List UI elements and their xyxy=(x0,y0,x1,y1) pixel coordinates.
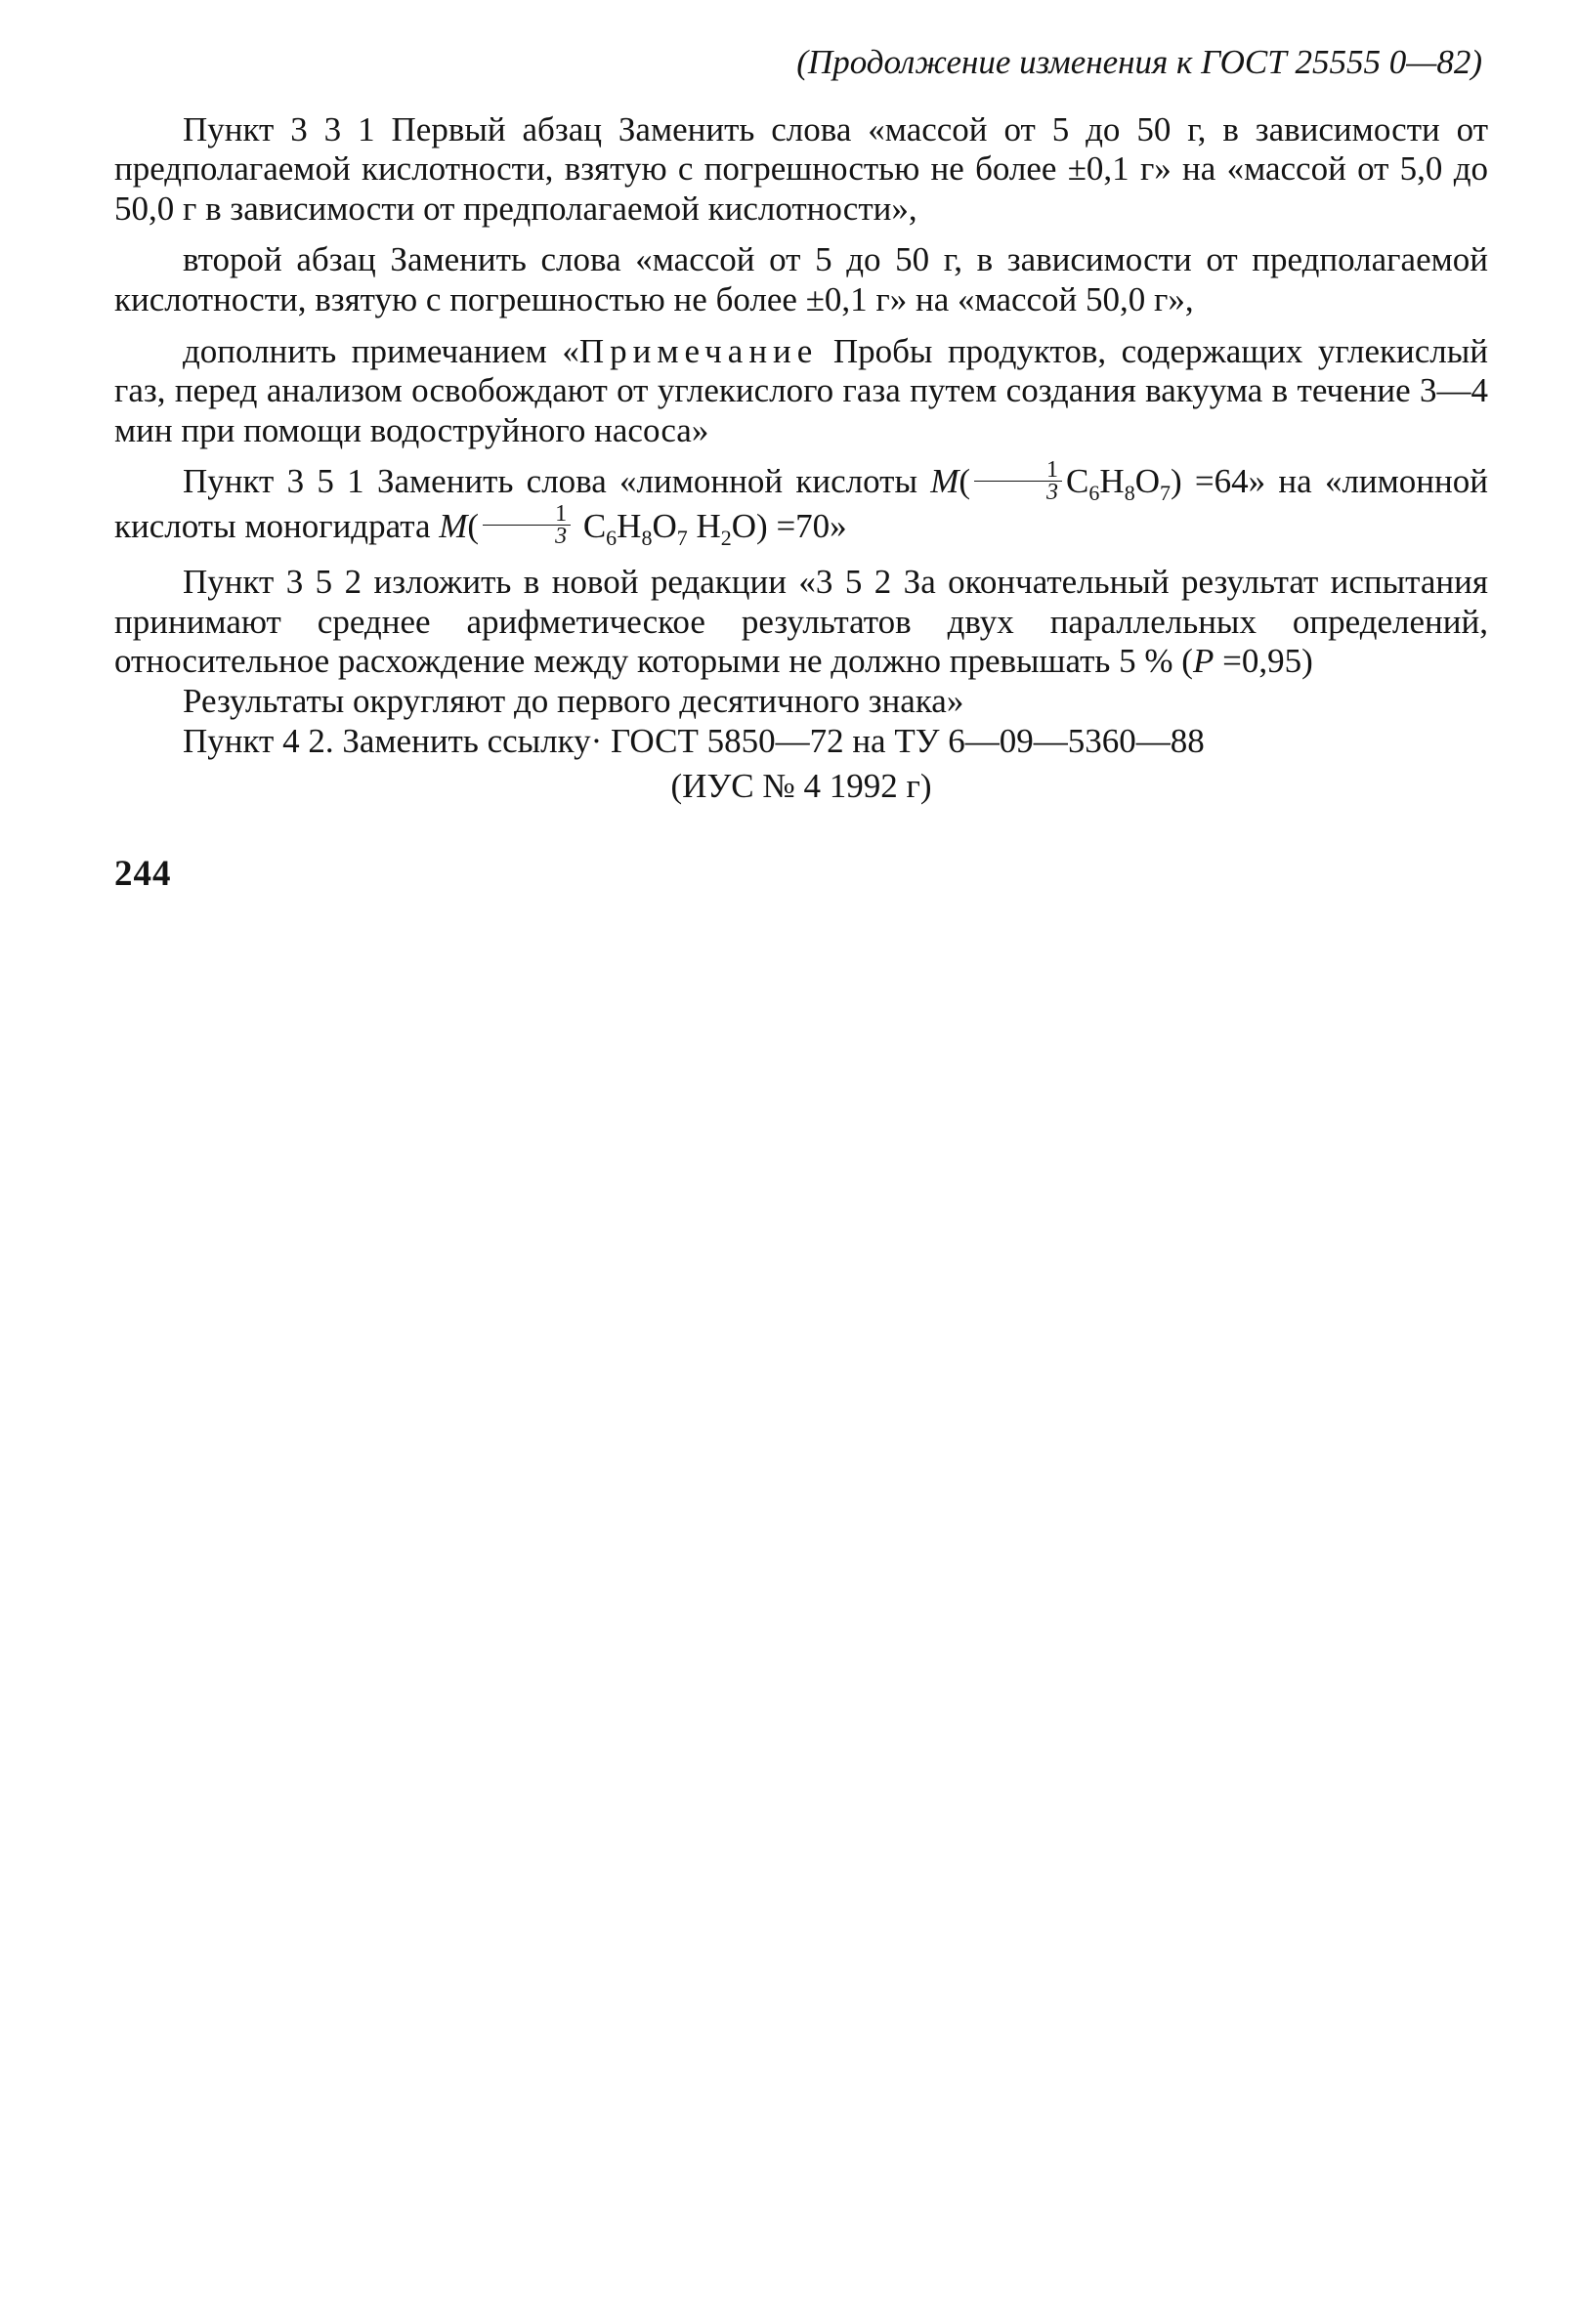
fraction-numerator: 1 xyxy=(483,503,571,526)
document-body xyxy=(114,43,1488,807)
probability-symbol: P xyxy=(1192,642,1215,681)
page-number: 244 xyxy=(114,854,172,894)
open-paren-2: ( xyxy=(467,506,480,545)
fraction-denominator: 3 xyxy=(555,524,568,550)
p352-end: =0,95) xyxy=(1214,642,1313,681)
paragraph-331-second: второй абзац Заменить слова «массой от 5 до 50 г, в зависимости от предполагаемой кислотности, взятую с погрешностью не более ±0,1 г» на «массой 50,0 г», xyxy=(114,240,1488,318)
paragraph-351 xyxy=(114,456,1488,551)
open-paren-1: ( xyxy=(959,462,971,501)
molar-mass-symbol-2: M xyxy=(439,506,468,545)
formula-2: $C_6H_8O_7$ $H_2O) =70$» xyxy=(575,506,847,550)
fraction-numerator: 1 xyxy=(974,459,1062,482)
formula-1: $C_6H_8O_7$ xyxy=(1066,462,1171,506)
paragraph-331-first: Пункт 3 3 1 Первый абзац Заменить слова «массой от 5 до 50 г, в зависимости от предполагаемой кислотности, взятую с погрешностью не более ±0,1 г» на «массой от 5,0 до 50,0 г в зависимости от предполагаемой кислотности», xyxy=(114,109,1488,228)
p351-prefix: Пункт 3 5 1 Заменить слова «лимонной кислоты xyxy=(183,462,931,501)
molar-mass-symbol-1: M xyxy=(930,462,959,501)
continuation-header: (Продолжение изменения к ГОСТ 25555 0—82) xyxy=(796,43,1482,81)
fraction-one-third-1 xyxy=(974,456,1062,505)
paragraph-results: Результаты округляют до первого десятичного знака» xyxy=(183,682,964,721)
fraction-one-third-2 xyxy=(483,501,571,550)
paragraph-42: Пункт 4 2. Заменить ссылку· ГОСТ 5850—72 на ТУ 6—09—5360—88 xyxy=(183,721,1205,760)
paragraph-352 xyxy=(114,563,1488,682)
note-prefix: дополнить примечанием « xyxy=(183,331,579,370)
p351-middle: ) =64» на «лимонной кислоты моногидрата xyxy=(114,462,1488,545)
ius-reference: (ИУС № 4 1992 г) xyxy=(670,767,932,806)
note-text: Пробы продуктов, содержащих углекислый газ, перед анализом освобождают от углекислого газа путем создания вакуума в течение 3—4 мин при помощи водоструйного насоса» xyxy=(114,331,1488,449)
note-word: Примечание xyxy=(578,331,819,370)
p352-text: Пункт 3 5 2 изложить в новой редакции «3 5 2 За окончательный результат испытания принимают среднее арифметическое результатов двух параллельных определений, относительное расхождение между которыми не должно превышать 5 % ( xyxy=(114,563,1488,681)
fraction-denominator: 3 xyxy=(1046,479,1059,505)
paragraph-331-note xyxy=(114,332,1488,451)
